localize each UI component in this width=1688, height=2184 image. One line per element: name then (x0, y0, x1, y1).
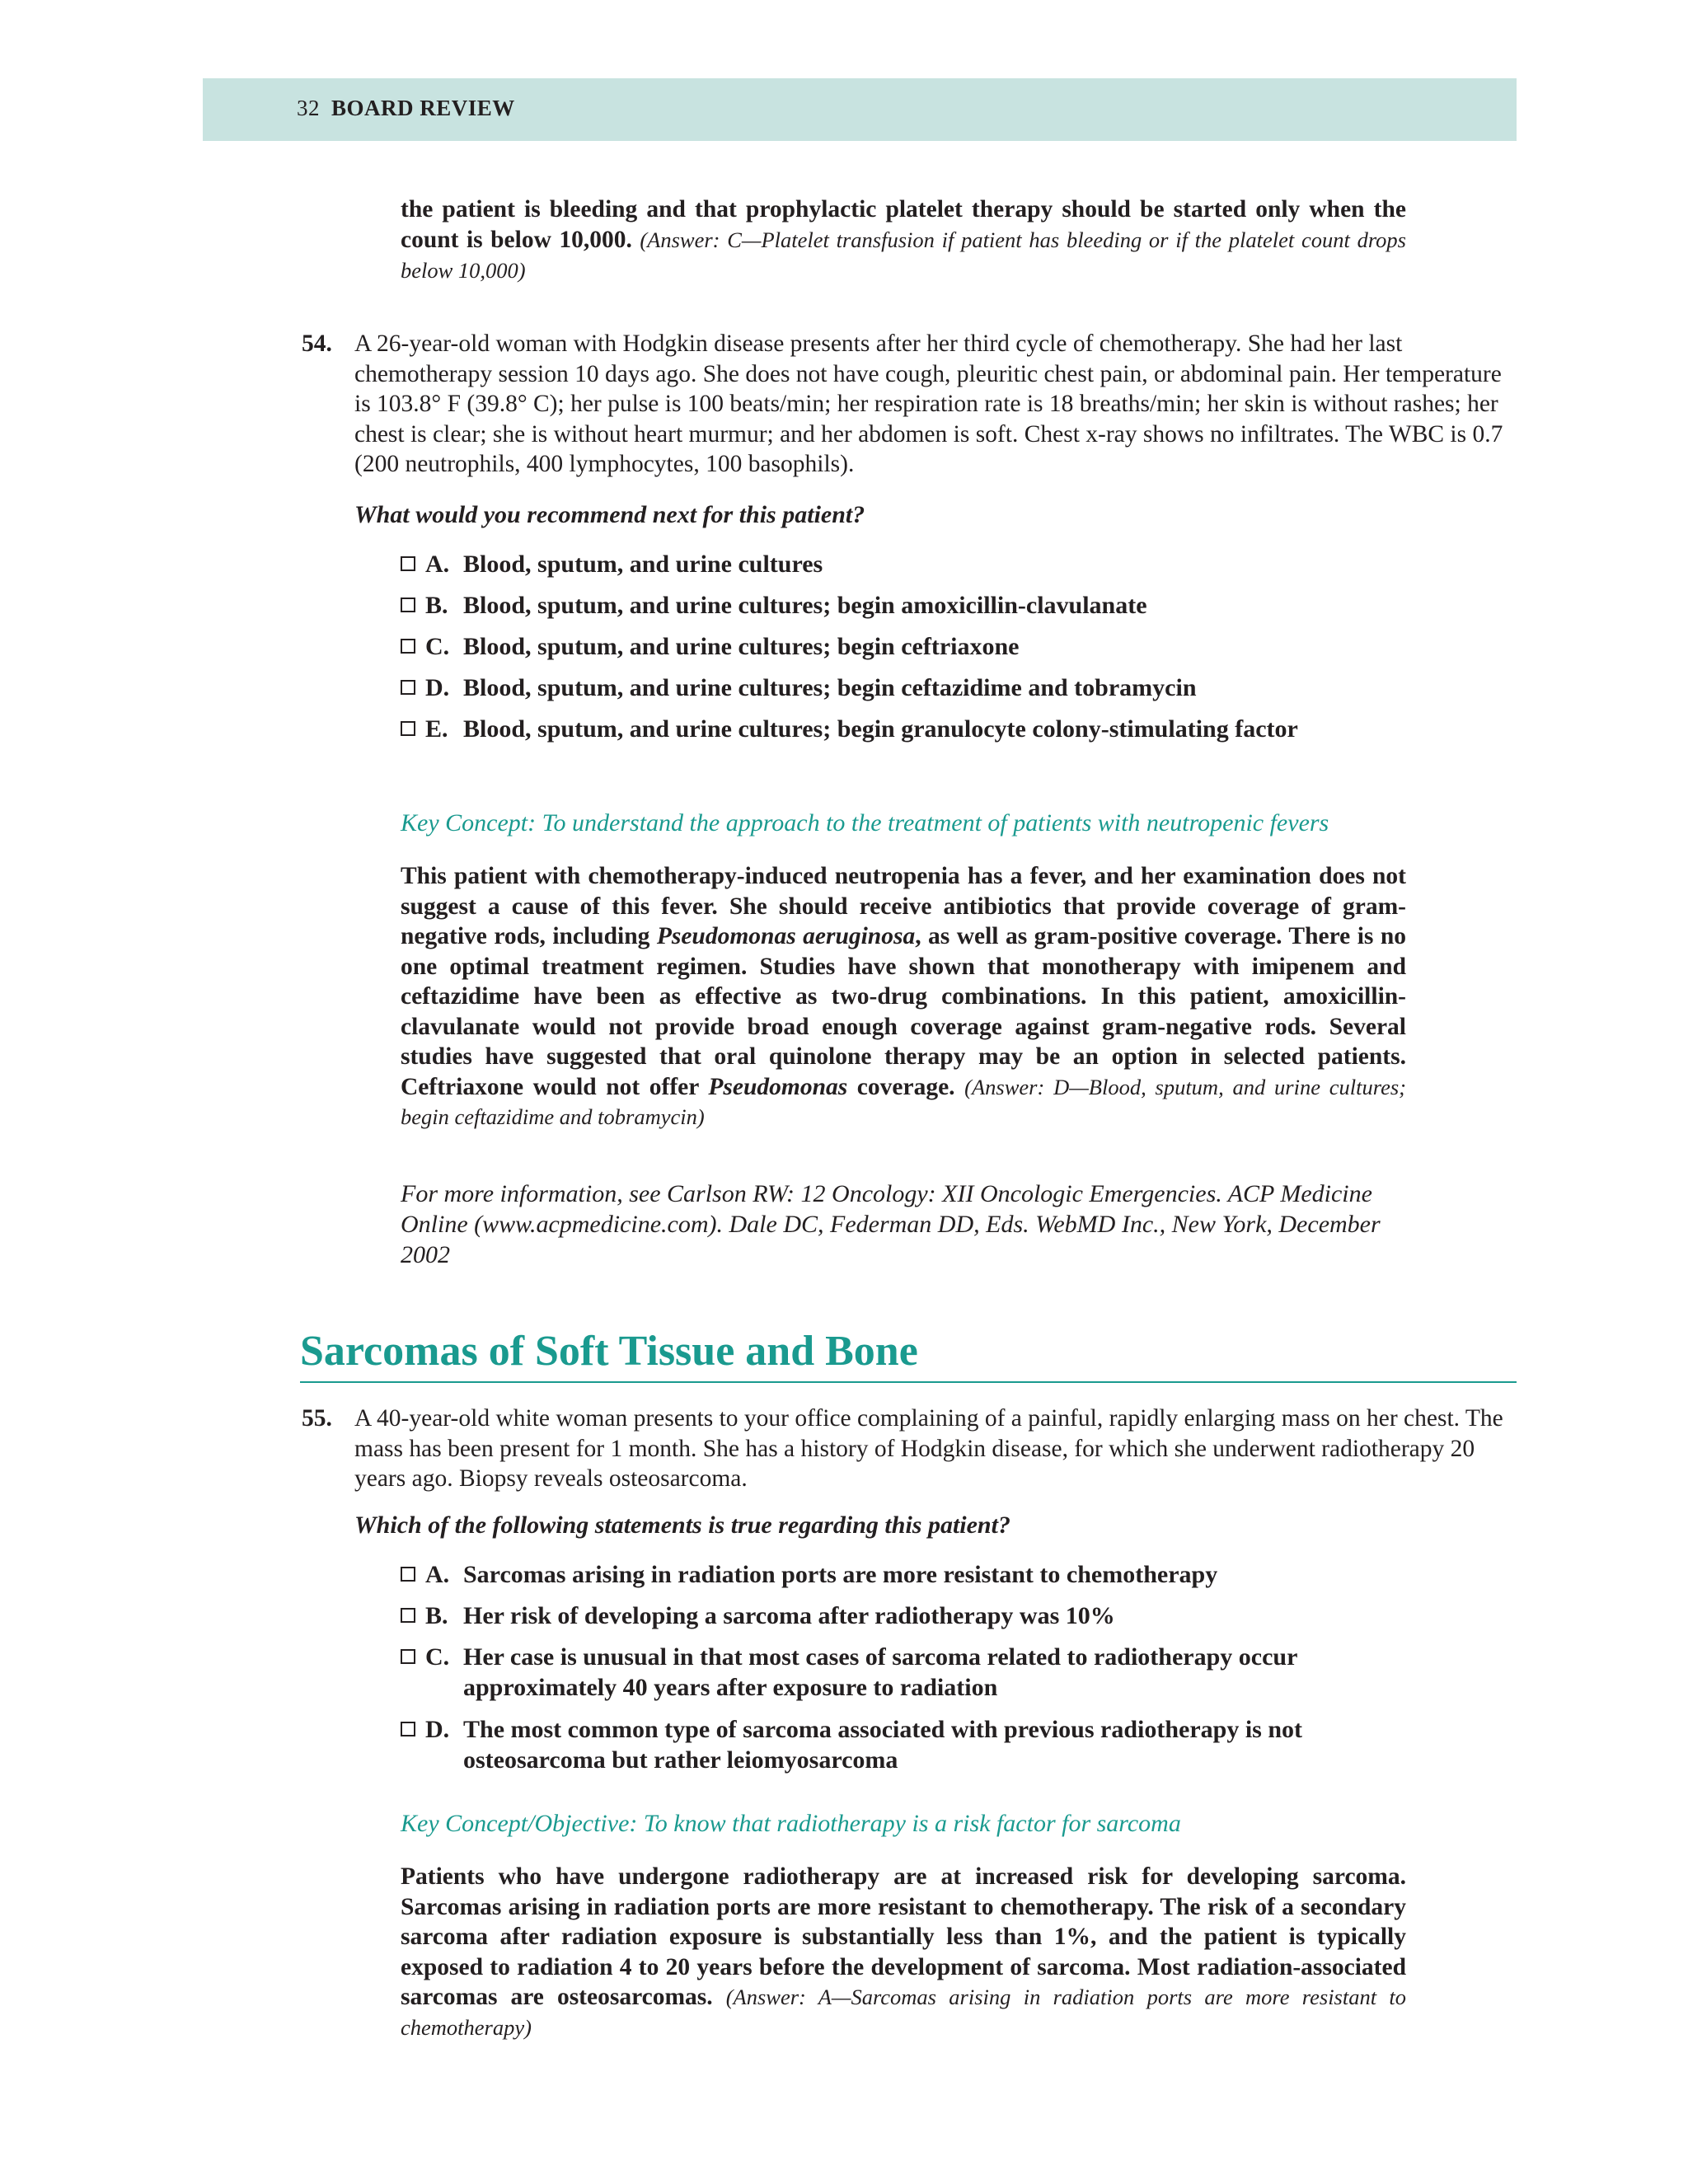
option-letter: D. (425, 1716, 450, 1743)
q54-option-b[interactable] (401, 590, 1332, 621)
section-divider (300, 1381, 1517, 1383)
q55-option-c[interactable] (401, 1642, 1340, 1703)
checkbox-icon[interactable] (401, 680, 415, 695)
q55-option-b[interactable] (401, 1601, 1340, 1631)
option-letter: B. (425, 1602, 448, 1629)
q54-organism-2: Pseudomonas (708, 1073, 848, 1100)
q54-option-c[interactable] (401, 631, 1332, 662)
q53-answer-tail (401, 194, 1406, 286)
option-text: Her risk of developing a sarcoma after radiotherapy was 10% (463, 1602, 1115, 1629)
option-letter: C. (425, 633, 450, 660)
q54-question (302, 329, 1517, 480)
q54-option-e[interactable] (401, 714, 1340, 744)
checkbox-icon[interactable] (401, 1649, 415, 1664)
q54-organism-1: Pseudomonas aeruginosa (656, 923, 916, 949)
option-text: Her case is unusual in that most cases of sarcoma related to radiotherapy occur approximately 40 years after exposure to radiation (463, 1643, 1297, 1701)
option-text: Blood, sputum, and urine cultures; begin granulocyte colony-stimulating factor (463, 715, 1298, 743)
section-title: Sarcomas of Soft Tissue and Bone (300, 1328, 918, 1375)
q55-key-concept: Key Concept/Objective: To know that radiotherapy is a risk factor for sarcoma (401, 1810, 1181, 1837)
q55-explanation (401, 1862, 1406, 2042)
option-letter: E. (425, 715, 448, 743)
q55-option-d[interactable] (401, 1714, 1340, 1775)
q54-stem: A 26-year-old woman with Hodgkin disease presents after her third cycle of chemotherapy. She had her last chemotherapy session 10 days ago. She does not have cough, pleuritic chest pain, or abdominal pain. Her temperature is 103.8° F (39.8° C); her pulse is 100 beats/min; her respiration rate is 18 breaths/min; her skin is without rashes; her chest is clear; she is without heart murmur; and her abdomen is soft. Chest x-ray shows no infiltrates. The WBC is 0.7 (200 neutrophils, 400 lymphocytes, 100 basophils). (354, 330, 1503, 477)
running-header (297, 96, 515, 121)
q55-prompt: Which of the following statements is true regarding this patient? (354, 1511, 1010, 1539)
checkbox-icon[interactable] (401, 1567, 415, 1582)
q55-answer: (Answer: A—Sarcomas arising in radiation ports are more resistant to chemotherapy) (401, 1985, 1407, 2040)
checkbox-icon[interactable] (401, 639, 415, 654)
q54-explanation-part-1: This patient with chemotherapy-induced neutropenia has a fever, and her examination does not suggest a cause of this fever. She should receive antibiotics that provide coverage of gram-negative rods, including (401, 863, 1406, 949)
q54-reference: For more information, see Carlson RW: 12 Oncology: XII Oncologic Emergencies. ACP Medicine Online (www.acpmedicine.com). Dale DC, Federman DD, Eds. WebMD Inc., New York, December 2002 (401, 1180, 1381, 1268)
q54-answer: (Answer: D—Blood, sputum, and urine cultures; begin ceftazidime and tobramycin) (401, 1074, 1407, 1129)
q55-question (302, 1404, 1517, 1494)
option-text: Sarcomas arising in radiation ports are more resistant to chemotherapy (463, 1561, 1218, 1588)
checkbox-icon[interactable] (401, 1722, 415, 1736)
q53-answer: (Answer: C—Platelet transfusion if patient has bleeding or if the platelet count drops below 10,000) (401, 227, 1406, 283)
option-text: Blood, sputum, and urine cultures; begin ceftazidime and tobramycin (463, 674, 1197, 701)
checkbox-icon[interactable] (401, 721, 415, 736)
q55-option-a[interactable] (401, 1559, 1340, 1590)
option-letter: A. (425, 551, 450, 578)
option-text: Blood, sputum, and urine cultures; begin amoxicillin-clavulanate (463, 592, 1147, 619)
q54-option-d[interactable] (401, 673, 1332, 703)
option-letter: D. (425, 674, 450, 701)
q54-explanation-part-3: coverage. (847, 1073, 955, 1100)
q55-explanation-text: Patients who have undergone radiotherapy are at increased risk for developing sarcoma. Sarcomas arising in radiation ports are more resistant to chemotherapy. The risk of a secondary sarcoma after radiation exposure is substantially less than 1%, and the patient is typically exposed to radiation 4 to 20 years before the development of sarcoma. Most radiation-associated sarcomas are osteosarcomas. (401, 1863, 1406, 2010)
q55-number: 55. (302, 1405, 332, 1432)
option-letter: C. (425, 1643, 450, 1671)
q54-number: 54. (302, 330, 332, 357)
q54-explanation-part-2: , as well as gram-positive coverage. There is no one optimal treatment regimen. Studies have shown that monotherapy with imipenem and ceftazidime have been as effective as two-drug combinations. In this patient, amoxicillin-clavulanate would not provide broad enough coverage against gram-negative rods. Several studies have suggested that oral quinolone therapy may be an option in selected patients. Ceftriaxone would not offer (401, 923, 1406, 1100)
checkbox-icon[interactable] (401, 556, 415, 571)
option-text: Blood, sputum, and urine cultures (463, 551, 823, 578)
q54-explanation (401, 861, 1406, 1132)
option-letter: B. (425, 592, 448, 619)
running-title: BOARD REVIEW (331, 96, 515, 120)
option-letter: A. (425, 1561, 450, 1588)
q54-key-concept: Key Concept: To understand the approach to the treatment of patients with neutropenic fevers (401, 809, 1329, 837)
option-text: Blood, sputum, and urine cultures; begin ceftriaxone (463, 633, 1020, 660)
option-text: The most common type of sarcoma associated with previous radiotherapy is not osteosarcoma but rather leiomyosarcoma (463, 1716, 1303, 1774)
q53-bold-text: the patient is bleeding and that prophylactic platelet therapy should be started only when the count is below 10,000. (401, 196, 1406, 253)
page-number: 32 (297, 96, 320, 120)
checkbox-icon[interactable] (401, 598, 415, 612)
q54-option-a[interactable] (401, 549, 1332, 579)
q54-prompt: What would you recommend next for this patient? (354, 501, 865, 528)
checkbox-icon[interactable] (401, 1608, 415, 1623)
q55-stem: A 40-year-old white woman presents to your office complaining of a painful, rapidly enlarging mass on her chest. The mass has been present for 1 month. She has a history of Hodgkin disease, for which she underwent radiotherapy 20 years ago. Biopsy reveals osteosarcoma. (354, 1405, 1503, 1492)
